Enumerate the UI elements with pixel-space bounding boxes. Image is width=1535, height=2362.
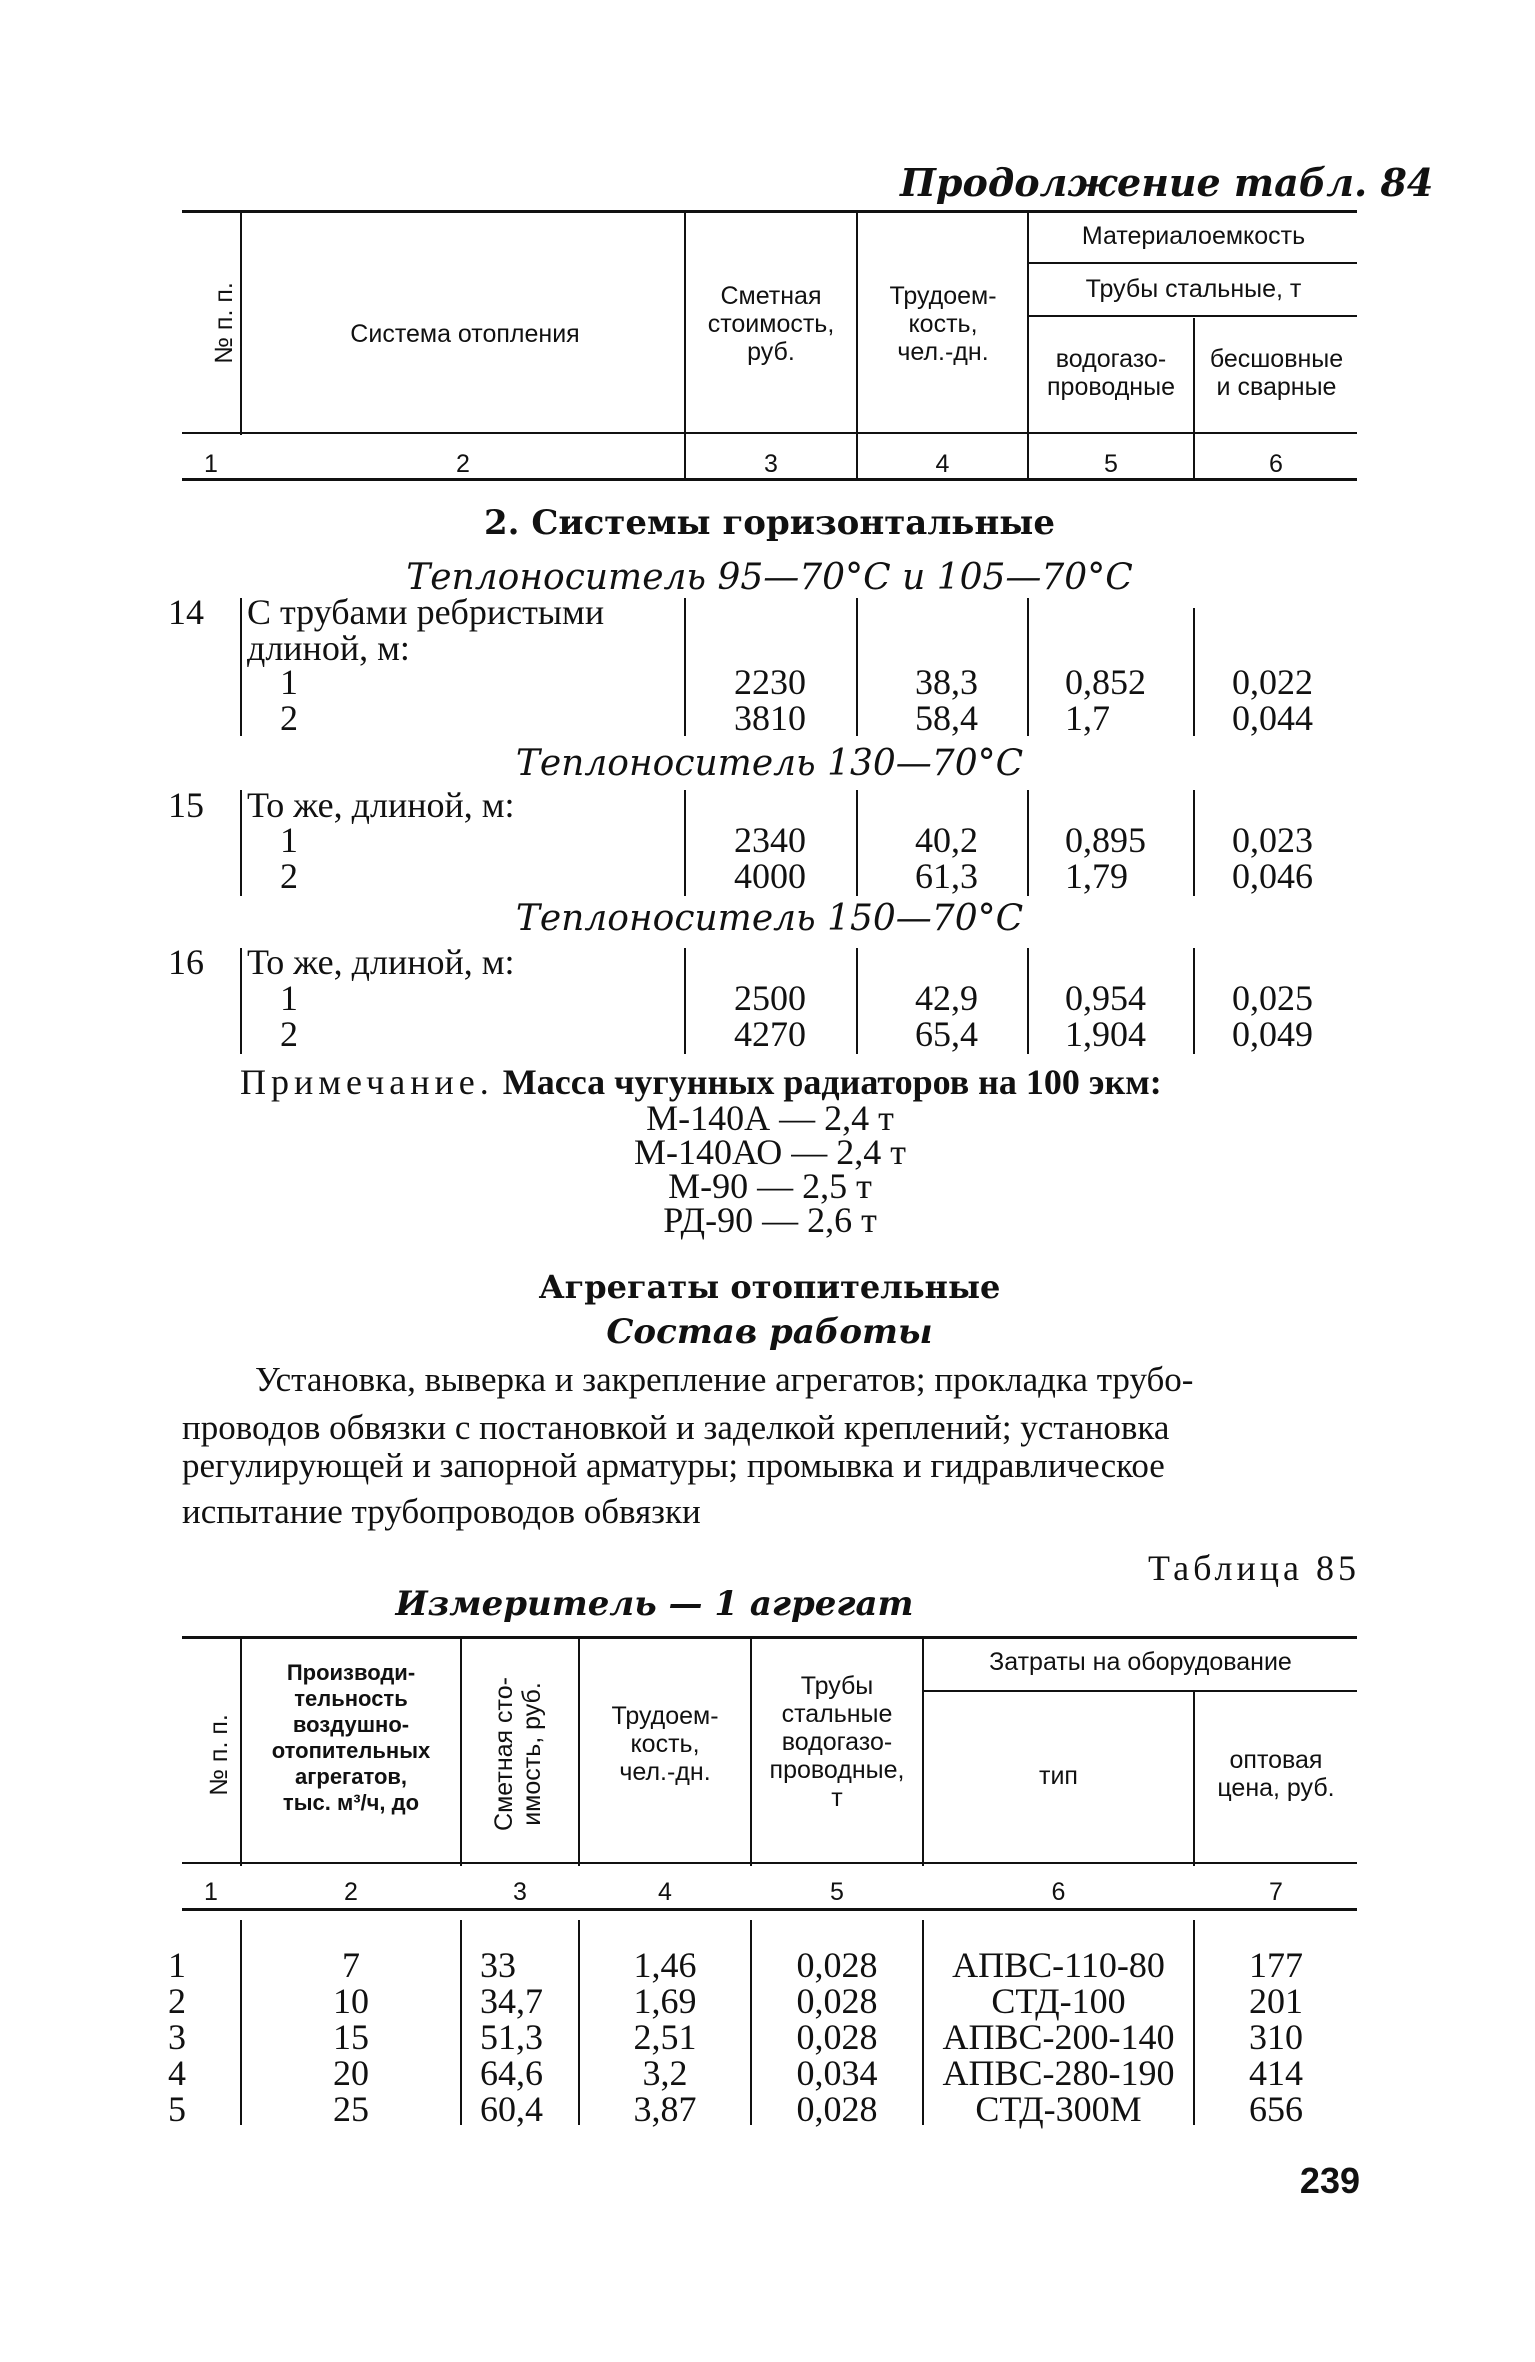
t85-colnum: 1 [204,1878,218,1906]
para-line: регулирующей и запорной арматуры; промывка и гидравлическое [182,1446,1165,1485]
labor-value: 61,3 [915,856,978,896]
t85-header-cost: Сметная сто- имость, руб. [490,1677,546,1831]
cost-value: 51,3 [480,2017,543,2057]
t84-colnum: 5 [1104,450,1118,478]
table85-measure: Измеритель — 1 агрегат [395,1584,914,1624]
water-value: 1,79 [1065,856,1128,896]
row-name: длиной, м: [247,628,410,668]
t85-header-price: оптовая цена, руб. [1217,1746,1335,1802]
t84-header-water: водогазо- проводные [1047,345,1175,401]
t84-header-seamless: бесшовные и сварные [1209,345,1344,401]
row-number: 1 [168,1945,186,1985]
water-value: 0,852 [1065,662,1146,702]
t84-colnum: 6 [1269,450,1283,478]
water-value: 0,895 [1065,820,1146,860]
t85-header-type: тип [1039,1762,1078,1790]
labor-value: 42,9 [915,978,978,1018]
cost-value: 2340 [734,820,806,860]
t85-colnum: 2 [344,1878,358,1906]
seamless-value: 0,023 [1232,820,1313,860]
group-heading: Теплоноситель 150—70°С [515,898,1024,939]
group-heading: Теплоноситель 95—70°С и 105—70°С [406,557,1133,598]
pipes-value: 0,028 [796,1945,878,1985]
t85-colnum: 7 [1269,1878,1283,1906]
t84-header-pipes: Трубы стальные, т [1085,275,1302,303]
pipes-value: 0,028 [796,1981,878,2021]
t84-header-labor: Трудоем- кость, чел.-дн. [889,282,997,366]
t85-header-capacity: Производи- тельность воздушно- отопительных агрегатов, тыс. м³/ч, до [271,1660,431,1815]
len-value: 1 [280,820,298,860]
t85-header-pipes: Трубы стальные водогазо- проводные, т [769,1672,905,1812]
t84-header-materials: Материалоемкость [1081,222,1306,250]
price-value: 310 [1249,2017,1303,2057]
row-name: С трубами ребристыми [247,592,605,632]
note-item: М-140АО — 2,4 т [634,1132,906,1172]
cost-value: 2500 [734,978,806,1018]
labor-value: 3,2 [642,2053,688,2093]
cost-value: 34,7 [480,1981,543,2021]
t85-header-equipment: Затраты на оборудование [989,1648,1292,1676]
t85-colnum: 3 [513,1878,527,1906]
t84-header-cost: Сметная стоимость, руб. [707,282,835,366]
cost-value: 2230 [734,662,806,702]
row-number: 4 [168,2053,186,2093]
capacity-value: 10 [333,1981,369,2021]
type-value: СТД-300М [975,2089,1142,2129]
cost-value: 4270 [734,1014,806,1054]
row-name: То же, длиной, м: [247,942,515,982]
t85-colnum: 4 [658,1878,672,1906]
seamless-value: 0,046 [1232,856,1313,896]
t84-colnum: 3 [764,450,778,478]
page-number: 239 [1299,2160,1360,2201]
cost-value: 33 [480,1945,516,1985]
labor-value: 58,4 [915,698,978,738]
labor-value: 2,51 [633,2017,697,2057]
labor-value: 1,46 [633,1945,697,1985]
labor-value: 40,2 [915,820,978,860]
para-line: Установка, выверка и закрепление агрегатов; прокладка трубо- [255,1360,1194,1399]
row-number: 15 [168,785,204,825]
note-item: М-140А — 2,4 т [646,1098,894,1138]
price-value: 177 [1249,1945,1303,1985]
water-value: 1,7 [1065,698,1110,738]
labor-value: 65,4 [915,1014,978,1054]
row-number: 2 [168,1981,186,2021]
capacity-value: 25 [333,2089,369,2129]
section2-title: Агрегаты отопительные [538,1268,1001,1306]
group-heading: Теплоноситель 130—70°С [515,743,1024,784]
section-title: 2. Системы горизонтальные [484,503,1055,543]
water-value: 1,904 [1065,1014,1146,1054]
seamless-value: 0,025 [1232,978,1313,1018]
t85-header-num: № п. п. [205,1714,233,1796]
row-number: 5 [168,2089,186,2129]
labor-value: 38,3 [915,662,978,702]
t84-header-num: № п. п. [210,282,238,364]
len-value: 2 [280,698,298,738]
continuation-label: Продолжение табл. 84 [900,160,1434,205]
water-value: 0,954 [1065,978,1146,1018]
cost-value: 64,6 [480,2053,543,2093]
seamless-value: 0,044 [1232,698,1313,738]
seamless-value: 0,049 [1232,1014,1313,1054]
price-value: 201 [1249,1981,1303,2021]
para-line: испытание трубопроводов обвязки [182,1492,701,1531]
row-number: 3 [168,2017,186,2057]
cost-value: 60,4 [480,2089,543,2129]
type-value: АПВС-110-80 [952,1945,1165,1985]
pipes-value: 0,034 [796,2053,878,2093]
len-value: 1 [280,662,298,702]
t85-colnum: 6 [1051,1878,1066,1906]
type-value: СТД-100 [991,1981,1126,2021]
seamless-value: 0,022 [1232,662,1313,702]
price-value: 414 [1249,2053,1303,2093]
t84-colnum: 4 [935,450,950,478]
t84-colnum: 2 [456,450,470,478]
type-value: АПВС-200-140 [942,2017,1175,2057]
pipes-value: 0,028 [796,2017,878,2057]
section2-subtitle: Состав работы [606,1312,933,1352]
t85-header-labor: Трудоем- кость, чел.-дн. [611,1702,719,1786]
note-text: Масса чугунных радиаторов на 100 экм: [502,1062,1162,1102]
type-value: АПВС-280-190 [942,2053,1175,2093]
capacity-value: 15 [333,2017,369,2057]
capacity-value: 7 [342,1945,360,1985]
labor-value: 3,87 [633,2089,697,2129]
len-value: 2 [280,1014,298,1054]
cost-value: 4000 [734,856,806,896]
t84-colnum: 1 [204,450,218,478]
cost-value: 3810 [734,698,806,738]
labor-value: 1,69 [633,1981,697,2021]
len-value: 2 [280,856,298,896]
table85-label: Таблица 85 [1148,1548,1360,1588]
row-number: 14 [168,592,204,632]
price-value: 656 [1249,2089,1303,2129]
note-label: Примечание. [240,1062,494,1102]
row-number: 16 [168,942,204,982]
pipes-value: 0,028 [796,2089,878,2129]
note-item: М-90 — 2,5 т [668,1166,872,1206]
t85-colnum: 5 [830,1878,844,1906]
capacity-value: 20 [333,2053,369,2093]
row-name: То же, длиной, м: [247,785,515,825]
t84-header-system: Система отопления [350,320,580,348]
para-line: проводов обвязки с постановкой и заделкой креплений; установка [182,1408,1170,1447]
len-value: 1 [280,978,298,1018]
note-item: РД-90 — 2,6 т [663,1200,877,1240]
